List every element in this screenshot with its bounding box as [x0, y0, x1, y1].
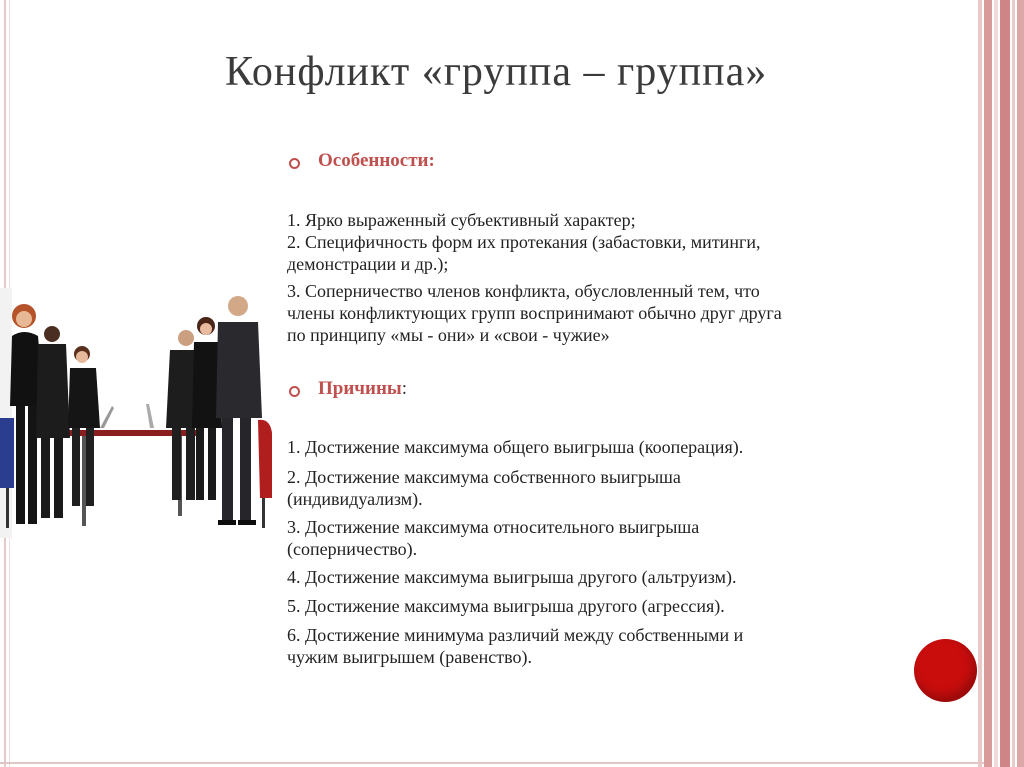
- bottom-border-line: [0, 762, 990, 764]
- causes-item-1: 1. Достижение максимума общего выигрыша (кооперация).: [287, 437, 744, 457]
- features-item-1: 1. Ярко выраженный субъективный характер; 2. Специфичность форм их протекания (забастовки, митинги, демонстрации и др.);: [287, 210, 761, 274]
- business-group-photo: [0, 288, 278, 548]
- causes-item-5: 5. Достижение максимума выигрыша другого (агрессия).: [287, 596, 725, 616]
- slide-title: Конфликт «группа – группа»: [225, 49, 768, 95]
- red-circle-decoration: [914, 639, 977, 702]
- causes-item-3: 3. Достижение максимума относительного выигрыша (соперничество).: [287, 517, 700, 559]
- causes-heading: Причины:: [318, 378, 408, 399]
- causes-item-6: 6. Достижение минимума различий между собственными и чужим выигрышем (равенство).: [287, 625, 744, 667]
- causes-bullet-icon: [289, 386, 300, 397]
- features-bullet-icon: [289, 158, 300, 169]
- features-item-2: 3. Соперничество членов конфликта, обусловленный тем, что члены конфликтующих групп воспринимают обычно друг друга по принципу «мы - они» и «свои - чужие»: [287, 281, 782, 345]
- causes-item-4: 4. Достижение максимума выигрыша другого (альтруизм).: [287, 567, 737, 587]
- causes-item-2: 2. Достижение максимума собственного выигрыша (индивидуализм).: [287, 467, 681, 509]
- features-heading: Особенности:: [318, 150, 435, 171]
- right-decorative-stripes: [978, 0, 1024, 767]
